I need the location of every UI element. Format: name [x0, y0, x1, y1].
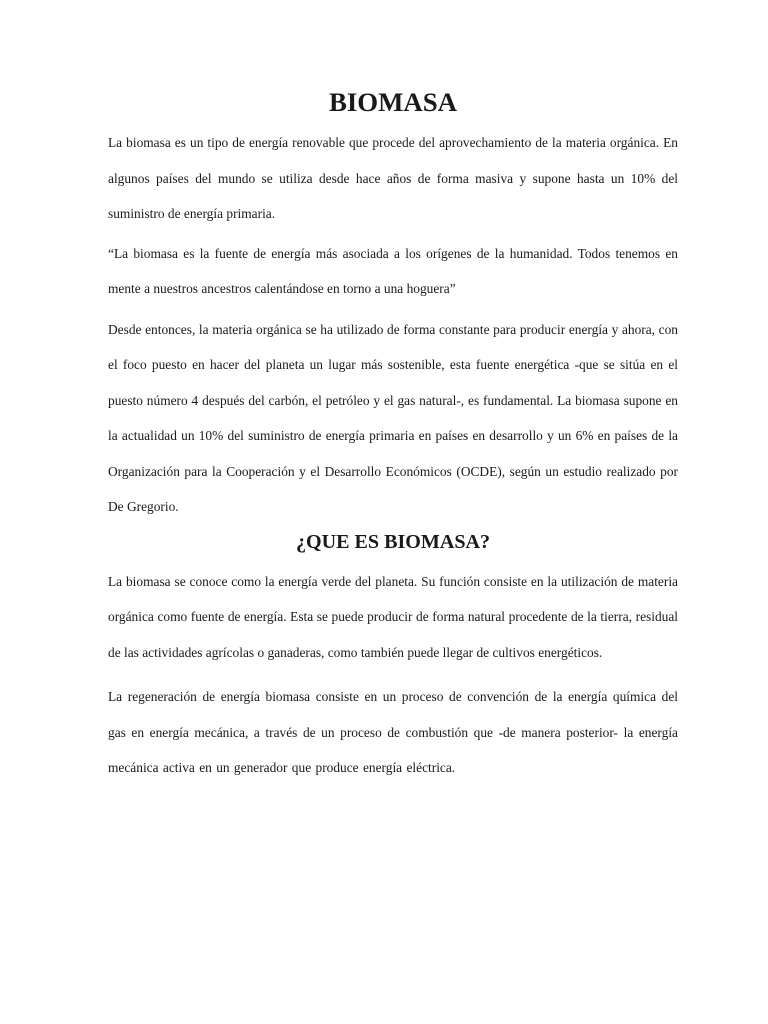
- paragraph-intro: La biomasa es un tipo de energía renovable que procede del aprovechamiento de la materia orgánica. En algunos países del mundo se utiliza desde hace años de forma masiva y supone hasta un 10% del suministro de energía primaria.: [108, 135, 678, 221]
- document-page: [108, 88, 678, 786]
- paragraph-history: Desde entonces, la materia orgánica se ha utilizado de forma constante para producir energía y ahora, con el foco puesto en hacer del planeta un lugar más sostenible, esta fuente energética -que se sitúa en el puesto número 4 después del carbón, el petróleo y el gas natural-, es fundamental. La biomasa supone en la actualidad un 10% del suministro de energía primaria en países en desarrollo y un 6% en países de la Organización para la Cooperación y el Desarrollo Económicos (OCDE), según un estudio realizado por De Gregorio.: [108, 321, 678, 514]
- paragraph-quote: “La biomasa es la fuente de energía más asociada a los orígenes de la humanidad. Todos tenemos en mente a nuestros ancestros calentándose en torno a una hoguera”: [108, 245, 678, 296]
- paragraph-definition: La biomasa se conoce como la energía verde del planeta. Su función consiste en la utilización de materia orgánica como fuente de energía. Esta se puede producir de forma natural procedente de la tierra, residual de las actividades agrícolas o ganaderas, como también puede llegar de cultivos energéticos.: [108, 573, 678, 660]
- section-heading: ¿QUE ES BIOMASA?: [295, 530, 491, 553]
- document-title: BIOMASA: [328, 87, 458, 117]
- paragraph-process: La regeneración de energía biomasa consiste en un proceso de convención de la energía química del gas en energía mecánica, a través de un proceso de combustión que -de manera posterior- la energía mecánica activa en un generador que produce energía eléctrica.: [108, 689, 678, 775]
